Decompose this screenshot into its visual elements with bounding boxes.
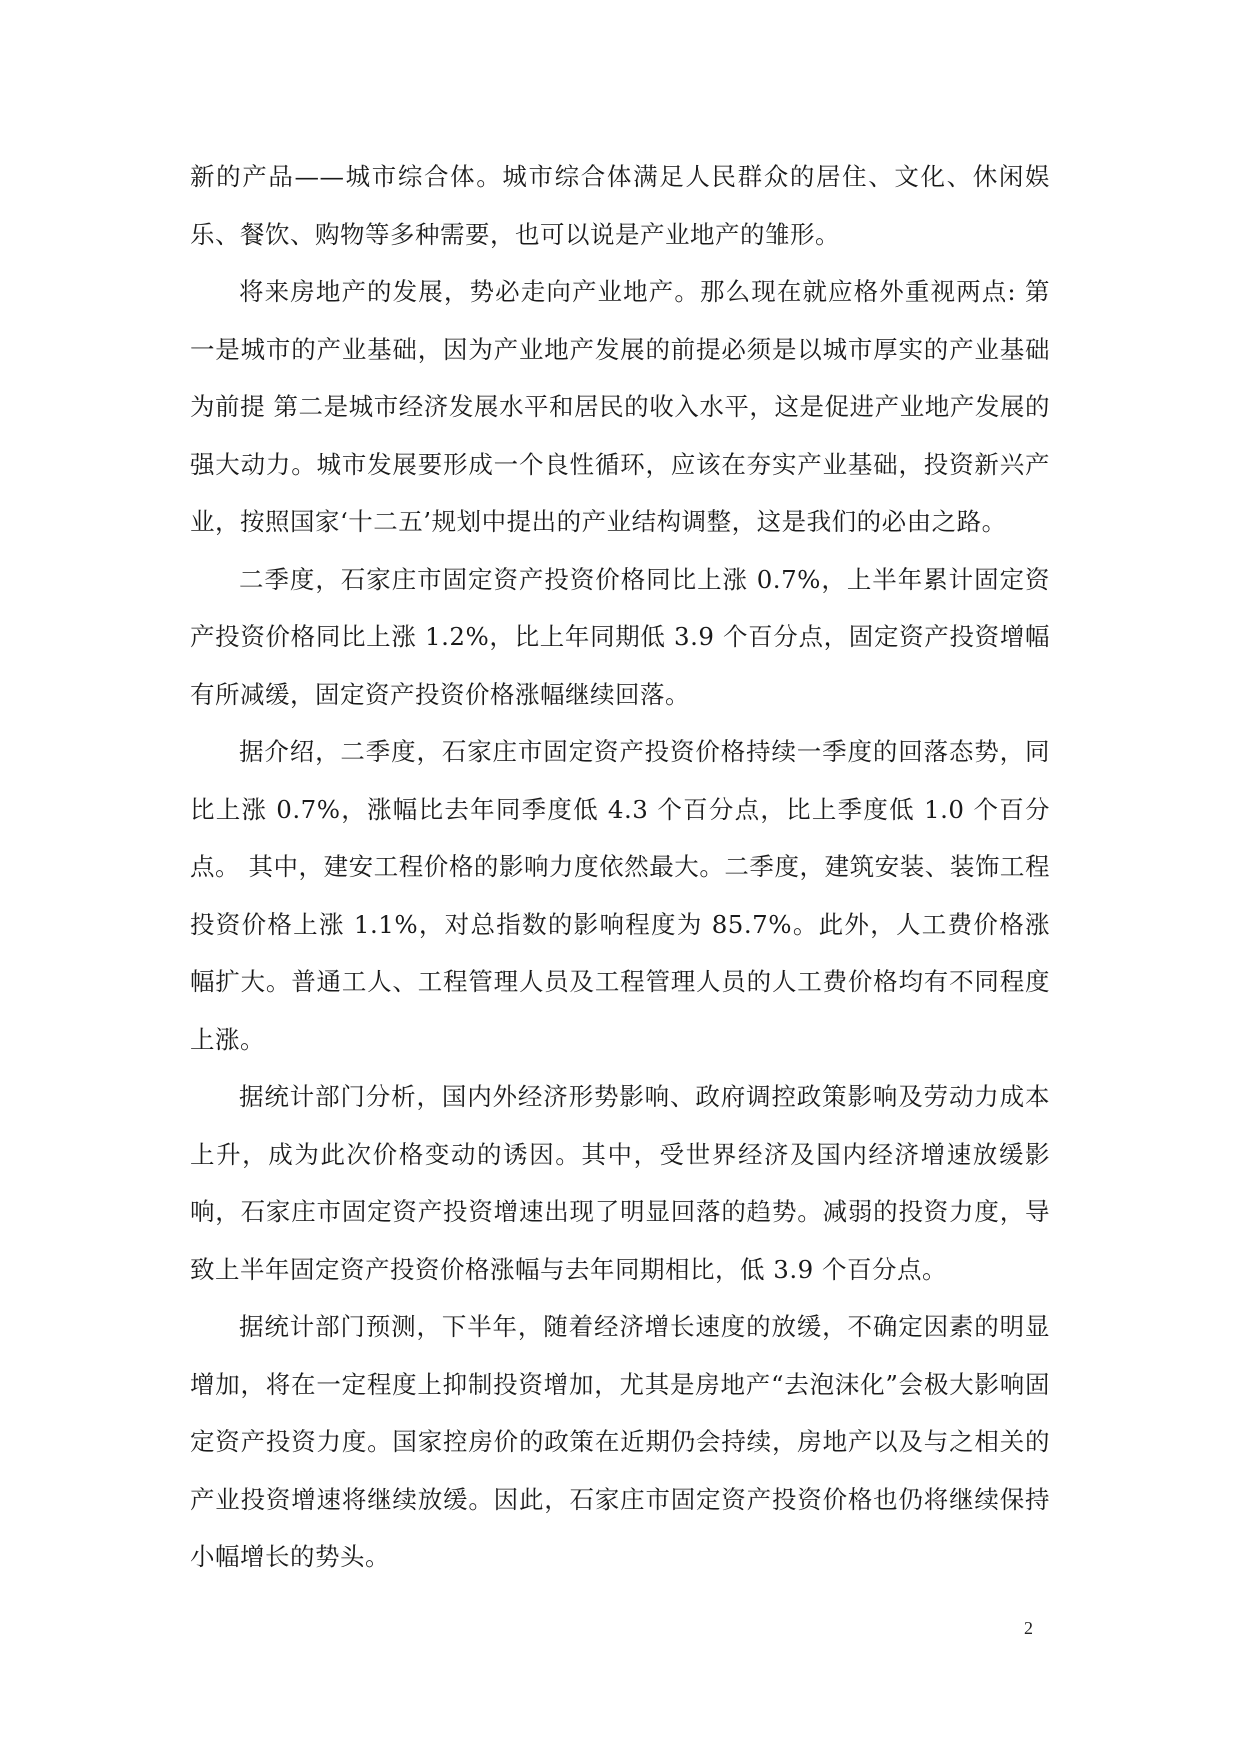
paragraph-2: 将来房地产的发展，势必走向产业地产。那么现在就应格外重视两点: 第一是城市的产业基础，因为产业地产发展的前提必须是以城市厚实的产业基础为前提 第二是城市经济发展水平和居民的收入水平，这是促进产业地产发展的强大动力。城市发展要形成一个良性循环，应该在夯实产业基础，投资新兴产业，按照国家‘十二五’规划中提出的产业结构调整，这是我们的必由之路。: [190, 277, 1050, 536]
paragraph-3: 二季度，石家庄市固定资产投资价格同比上涨 0.7%，上半年累计固定资产投资价格同比上涨 1.2%，比上年同期低 3.9 个百分点，固定资产投资增幅有所减缓，固定资产投资价格涨幅继续回落。: [190, 564, 1050, 709]
paragraph-6: 据统计部门预测，下半年，随着经济增长速度的放缓，不确定因素的明显增加，将在一定程度上抑制投资增加，尤其是房地产“去泡沫化”会极大影响固定资产投资力度。国家控房价的政策在近期仍会持续，房地产以及与之相关的产业投资增速将继续放缓。因此，石家庄市固定资产投资价格也仍将继续保持小幅增长的势头。: [190, 1312, 1050, 1571]
paragraph-5: 据统计部门分析，国内外经济形势影响、政府调控政策影响及劳动力成本上升，成为此次价格变动的诱因。其中，受世界经济及国内经济增速放缓影响，石家庄市固定资产投资增速出现了明显回落的趋势。减弱的投资力度，导致上半年固定资产投资价格涨幅与去年同期相比，低 3.9 个百分点。: [190, 1082, 1050, 1284]
paragraph-4: 据介绍，二季度，石家庄市固定资产投资价格持续一季度的回落态势，同比上涨 0.7%，涨幅比去年同季度低 4.3 个百分点，比上季度低 1.0 个百分点。 其中，建安工程价格的影响力度依然最大。二季度，建筑安装、装饰工程投资价格上涨 1.1%，对总指数的影响程度为 85.7%。此外，人工费价格涨幅扩大。普通工人、工程管理人员及工程管理人员的人工费价格均有不同程度上涨。: [190, 737, 1050, 1054]
paragraph-1: 新的产品——城市综合体。城市综合体满足人民群众的居住、文化、休闲娱乐、餐饮、购物等多种需要，也可以说是产业地产的雏形。: [190, 162, 1050, 249]
page-number: 2: [1024, 1618, 1033, 1638]
document-body: [190, 148, 1050, 1586]
